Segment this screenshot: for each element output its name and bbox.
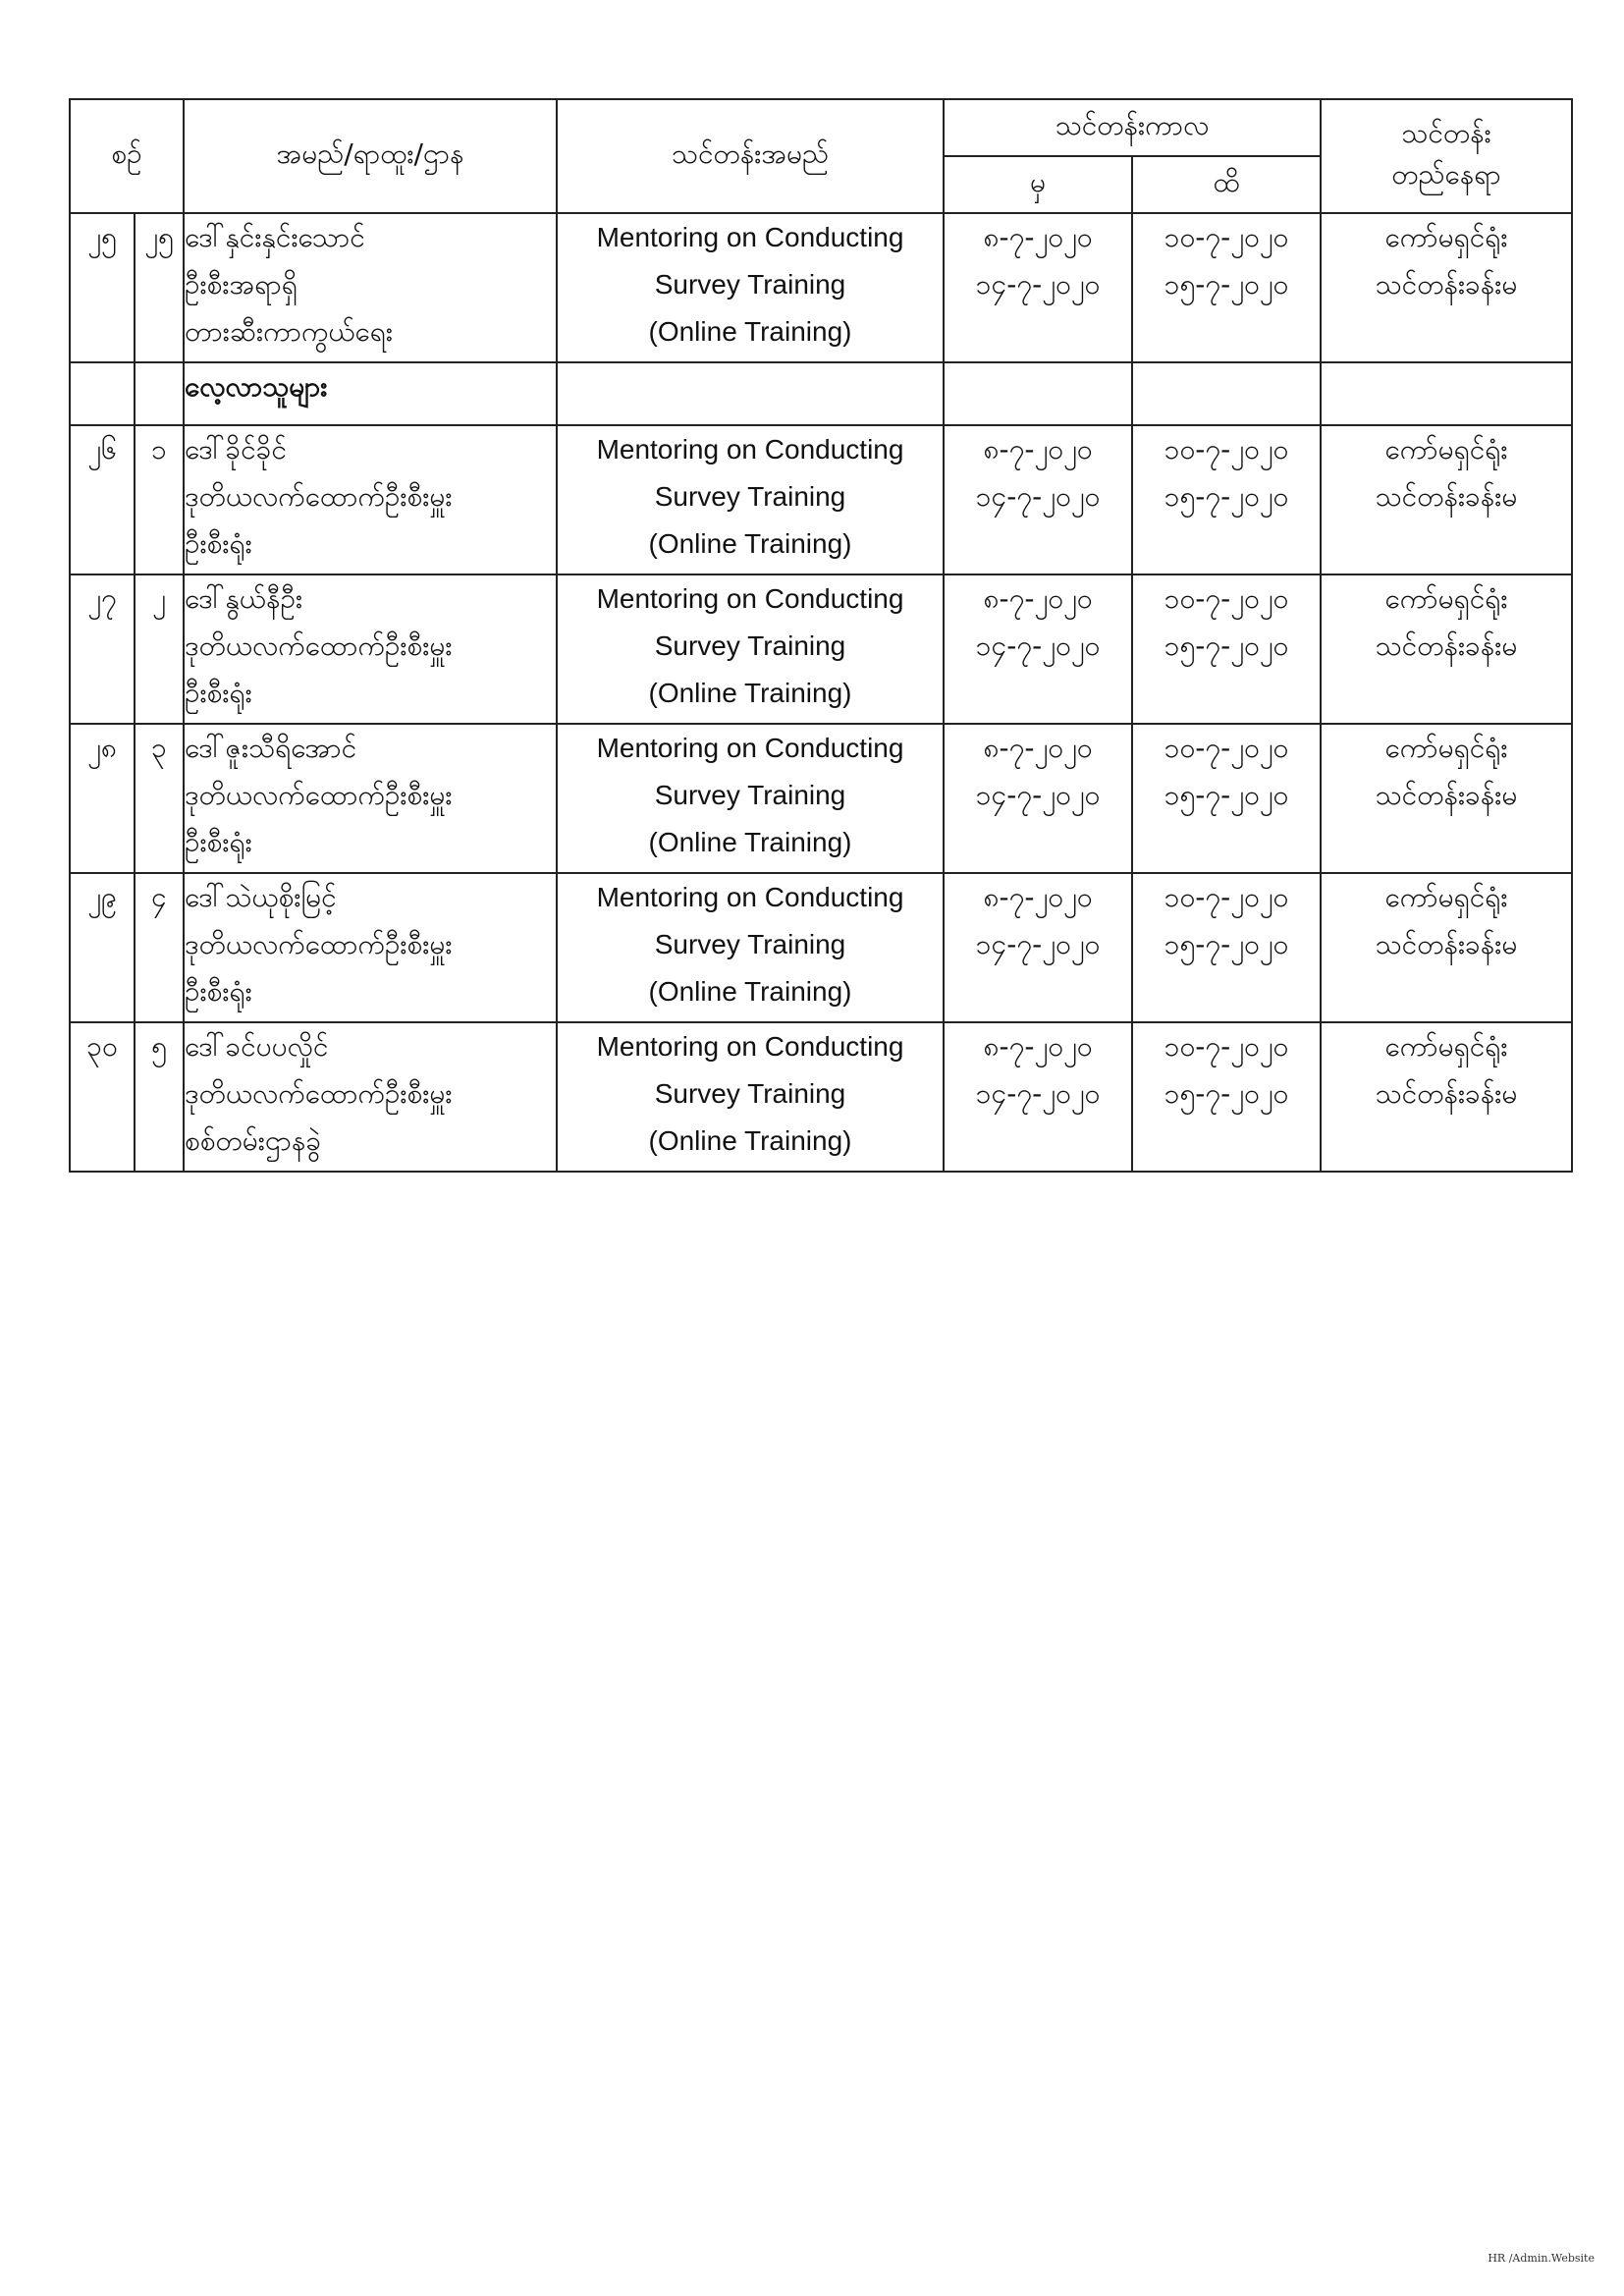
course-line1: Mentoring on Conducting — [596, 882, 904, 912]
name-cell — [184, 873, 557, 1022]
group-empty-venue — [1321, 362, 1572, 425]
course-line3: (Online Training) — [648, 678, 852, 708]
serial-cell: ၂၅ — [70, 213, 135, 362]
person-dept: ဦးစီးရုံး — [185, 527, 252, 560]
course-line2: Survey Training — [654, 929, 846, 959]
to-date-1: ၁၀-၇-၂၀၂၀ — [1164, 732, 1289, 764]
course-line2: Survey Training — [654, 481, 846, 512]
person-name: ဒေါ်နွယ်နီဦး — [185, 582, 303, 615]
table-row — [70, 873, 1572, 1022]
person-dept: ဦးစီးရုံး — [185, 677, 252, 709]
to-cell — [1132, 574, 1321, 724]
from-date-2: ၁၄-၇-၂၀၂၀ — [975, 480, 1101, 513]
venue-cell — [1321, 213, 1572, 362]
venue-cell — [1321, 724, 1572, 873]
table-row — [70, 1022, 1572, 1172]
footer-note: HR /Admin.Website — [1488, 2252, 1595, 2265]
header-to: ထိ — [1132, 156, 1321, 213]
to-cell — [1132, 873, 1321, 1022]
venue-cell — [1321, 873, 1572, 1022]
person-title: ဒုတိယလက်ထောက်ဦးစီးမှူး — [185, 629, 453, 662]
venue-line1: ကော်မရှင်ရုံး — [1384, 221, 1508, 253]
to-date-2: ၁၅-၇-၂၀၂၀ — [1164, 480, 1289, 513]
venue-line2: သင်တန်းခန်းမ — [1375, 928, 1518, 960]
course-line3: (Online Training) — [648, 1125, 852, 1156]
person-name: ဒေါ်ခိုင်ခိုင် — [185, 433, 287, 465]
course-cell — [557, 425, 944, 574]
venue-line2: သင်တန်းခန်းမ — [1375, 268, 1518, 301]
person-title: ဒုတိယလက်ထောက်ဦးစီးမှူး — [185, 480, 453, 513]
person-dept: တားဆီးကာကွယ်ရေး — [185, 315, 393, 348]
to-date-1: ၁၀-၇-၂၀၂၀ — [1164, 433, 1289, 465]
header-course: သင်တန်းအမည် — [557, 99, 944, 213]
from-cell — [944, 213, 1132, 362]
name-cell — [184, 213, 557, 362]
venue-line1: ကော်မရှင်ရုံး — [1384, 582, 1508, 615]
course-cell — [557, 574, 944, 724]
to-date-1: ၁၀-၇-၂၀၂၀ — [1164, 582, 1289, 615]
person-dept: ဦးစီးရုံး — [185, 826, 252, 858]
table-row — [70, 724, 1572, 873]
training-schedule-table — [69, 98, 1573, 1173]
from-cell — [944, 873, 1132, 1022]
to-cell — [1132, 1022, 1321, 1172]
to-date-1: ၁၀-၇-၂၀၂၀ — [1164, 221, 1289, 253]
serial-cell: ၂၉ — [70, 873, 135, 1022]
group-empty-sub — [135, 362, 184, 425]
from-date-2: ၁၄-၇-၂၀၂၀ — [975, 928, 1101, 960]
person-dept: စစ်တမ်းဌာနခွဲ — [185, 1124, 322, 1157]
course-line3: (Online Training) — [648, 827, 852, 857]
course-line1: Mentoring on Conducting — [596, 733, 904, 763]
sub-serial-cell: ၂၅ — [135, 213, 184, 362]
name-cell — [184, 425, 557, 574]
course-cell — [557, 724, 944, 873]
to-date-1: ၁၀-၇-၂၀၂၀ — [1164, 1030, 1289, 1063]
name-cell — [184, 1022, 557, 1172]
serial-cell: ၂၈ — [70, 724, 135, 873]
to-date-2: ၁၅-၇-၂၀၂၀ — [1164, 779, 1289, 811]
venue-line2: သင်တန်းခန်းမ — [1375, 629, 1518, 662]
course-line2: Survey Training — [654, 630, 846, 661]
from-date-1: ၈-၇-၂၀၂၀ — [983, 433, 1093, 465]
from-date-1: ၈-၇-၂၀၂၀ — [983, 582, 1093, 615]
to-date-2: ၁၅-၇-၂၀၂၀ — [1164, 928, 1289, 960]
from-cell — [944, 574, 1132, 724]
table-row — [70, 574, 1572, 724]
venue-cell — [1321, 1022, 1572, 1172]
course-line2: Survey Training — [654, 780, 846, 810]
venue-line2: သင်တန်းခန်းမ — [1375, 779, 1518, 811]
from-cell — [944, 724, 1132, 873]
course-cell — [557, 213, 944, 362]
header-venue-line2: တည်နေရာ — [1391, 158, 1501, 191]
venue-line1: ကော်မရှင်ရုံး — [1384, 881, 1508, 913]
from-cell — [944, 1022, 1132, 1172]
to-date-2: ၁၅-၇-၂၀၂၀ — [1164, 629, 1289, 662]
course-line1: Mentoring on Conducting — [596, 1031, 904, 1062]
person-name: ဒေါ်သဲယုစိုးမြင့် — [185, 881, 337, 913]
sub-serial-cell: ၂ — [135, 574, 184, 724]
course-line3: (Online Training) — [648, 976, 852, 1007]
from-date-1: ၈-၇-၂၀၂၀ — [983, 881, 1093, 913]
to-cell — [1132, 425, 1321, 574]
person-title: ဒုတိယလက်ထောက်ဦးစီးမှူး — [185, 928, 453, 960]
sub-serial-cell: ၁ — [135, 425, 184, 574]
person-title: ဒုတိယလက်ထောက်ဦးစီးမှူး — [185, 779, 453, 811]
header-venue-line1: သင်တန်း — [1401, 117, 1491, 149]
header-venue — [1321, 99, 1572, 213]
header-serial: စဉ် — [70, 99, 184, 213]
table-row — [70, 425, 1572, 574]
to-date-1: ၁၀-၇-၂၀၂၀ — [1164, 881, 1289, 913]
serial-cell: ၃၀ — [70, 1022, 135, 1172]
venue-line1: ကော်မရှင်ရုံး — [1384, 433, 1508, 465]
to-date-2: ၁၅-၇-၂၀၂၀ — [1164, 268, 1289, 301]
venue-cell — [1321, 574, 1572, 724]
course-line3: (Online Training) — [648, 528, 852, 559]
group-empty-serial — [70, 362, 135, 425]
serial-cell: ၂၇ — [70, 574, 135, 724]
course-line1: Mentoring on Conducting — [596, 583, 904, 614]
person-dept: ဦးစီးရုံး — [185, 975, 252, 1008]
venue-cell — [1321, 425, 1572, 574]
course-line2: Survey Training — [654, 269, 846, 300]
from-date-2: ၁၄-၇-၂၀၂၀ — [975, 1077, 1101, 1110]
venue-line1: ကော်မရှင်ရုံး — [1384, 1030, 1508, 1063]
serial-cell: ၂၆ — [70, 425, 135, 574]
venue-line1: ကော်မရှင်ရုံး — [1384, 732, 1508, 764]
course-line1: Mentoring on Conducting — [596, 434, 904, 465]
from-date-2: ၁၄-၇-၂၀၂၀ — [975, 629, 1101, 662]
person-name: ဒေါ်နှင်းနှင်းသောင် — [185, 221, 365, 253]
person-name: ဒေါ်ဇူးသီရိအောင် — [185, 732, 357, 764]
venue-line2: သင်တန်းခန်းမ — [1375, 1077, 1518, 1110]
group-empty-to — [1132, 362, 1321, 425]
person-title: ဦးစီးအရာရှိ — [185, 268, 298, 301]
group-empty-from — [944, 362, 1132, 425]
course-cell — [557, 873, 944, 1022]
to-cell — [1132, 213, 1321, 362]
group-row — [70, 362, 1572, 425]
from-date-1: ၈-၇-၂၀၂၀ — [983, 221, 1093, 253]
venue-line2: သင်တန်းခန်းမ — [1375, 480, 1518, 513]
course-line1: Mentoring on Conducting — [596, 222, 904, 252]
group-label: လေ့လာသူများ — [184, 362, 557, 425]
table-row — [70, 213, 1572, 362]
from-cell — [944, 425, 1132, 574]
header-from: မှ — [944, 156, 1132, 213]
header-name: အမည်/ရာထူး/ဌာန — [184, 99, 557, 213]
header-period: သင်တန်းကာလ — [944, 99, 1321, 156]
person-name: ဒေါ်ခင်ပပလှိုင် — [185, 1030, 329, 1063]
from-date-2: ၁၄-၇-၂၀၂၀ — [975, 779, 1101, 811]
sub-serial-cell: ၅ — [135, 1022, 184, 1172]
name-cell — [184, 724, 557, 873]
sub-serial-cell: ၃ — [135, 724, 184, 873]
to-date-2: ၁၅-၇-၂၀၂၀ — [1164, 1077, 1289, 1110]
name-cell — [184, 574, 557, 724]
from-date-2: ၁၄-၇-၂၀၂၀ — [975, 268, 1101, 301]
course-line3: (Online Training) — [648, 316, 852, 347]
course-cell — [557, 1022, 944, 1172]
course-line2: Survey Training — [654, 1078, 846, 1109]
sub-serial-cell: ၄ — [135, 873, 184, 1022]
group-empty-course — [557, 362, 944, 425]
person-title: ဒုတိယလက်ထောက်ဦးစီးမှူး — [185, 1077, 453, 1110]
from-date-1: ၈-၇-၂၀၂၀ — [983, 732, 1093, 764]
to-cell — [1132, 724, 1321, 873]
from-date-1: ၈-၇-၂၀၂၀ — [983, 1030, 1093, 1063]
